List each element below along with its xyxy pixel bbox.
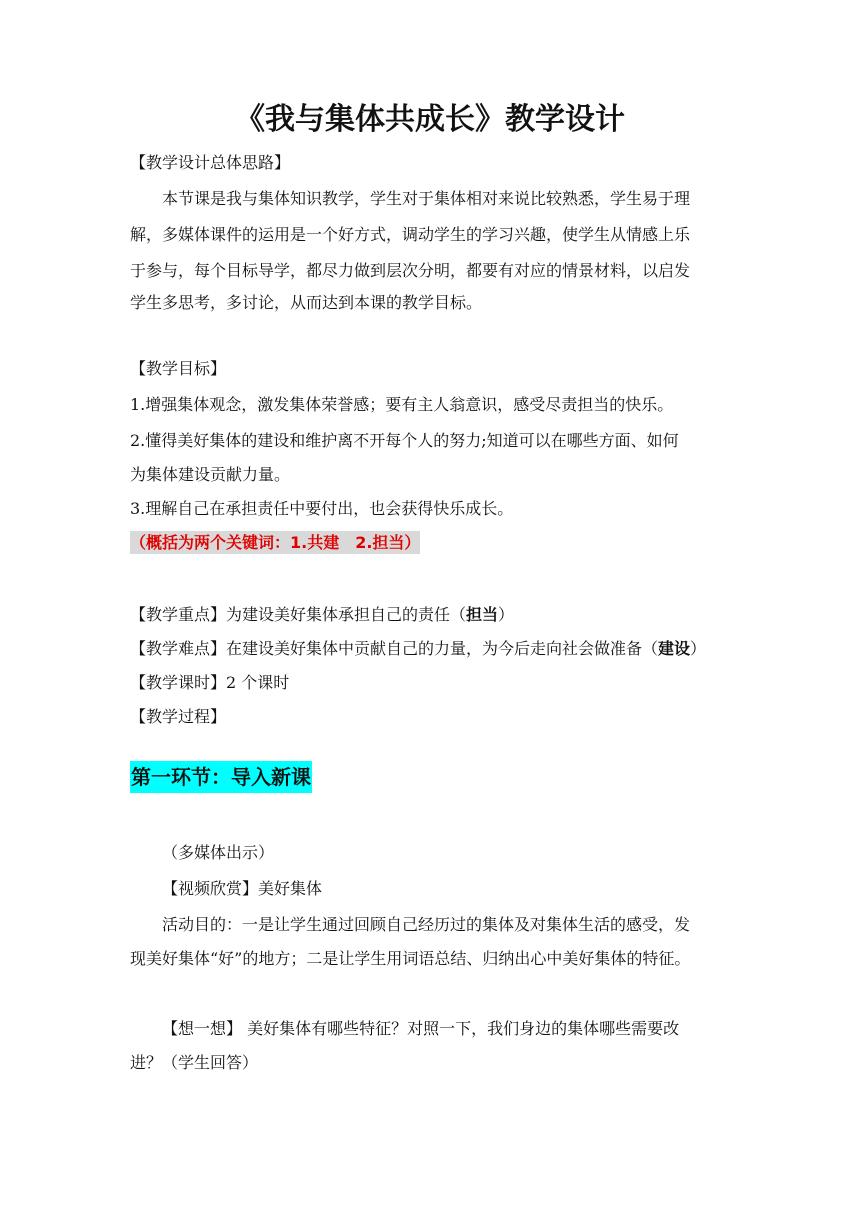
think-label: 【想一想】	[162, 1019, 243, 1038]
difficulty-row	[130, 632, 730, 666]
video-text: 美好集体	[258, 879, 323, 898]
key-point-label: 【教学重点】	[130, 605, 227, 624]
overall-heading: 【教学设计总体思路】	[130, 153, 291, 172]
hours-text: 2 个课时	[226, 673, 290, 692]
goals-heading: 【教学目标】	[130, 359, 227, 378]
hours-row	[130, 666, 730, 700]
document-title: 《我与集体共成长》教学设计	[235, 102, 625, 137]
difficulty-close: ）	[690, 639, 707, 658]
difficulty-text: 在建设美好集体中贡献自己的力量，为今后走向社会做准备（	[226, 639, 659, 658]
key-point-row	[130, 598, 730, 632]
video-row	[162, 872, 762, 906]
video-label: 【视频欣赏】	[162, 879, 259, 898]
overall-paragraph-line: 本节课是我与集体知识教学，学生对于集体相对来说比较熟悉，学生易于理	[162, 189, 691, 208]
hours-label: 【教学课时】	[130, 673, 227, 692]
overall-paragraph-line: 学生多思考，多讨论，从而达到本课的教学目标。	[130, 293, 483, 312]
key-point-keyword: 担当	[466, 605, 499, 624]
purpose-line: 活动目的：一是让学生通过回顾自己经历过的集体及对集体生活的感受，发	[162, 915, 691, 934]
keywords-note: （概括为两个关键词：1.共建 2.担当）	[130, 533, 421, 552]
keywords-note-row	[130, 526, 730, 560]
goal-item: 2.懂得美好集体的建设和维护离不开每个人的努力;知道可以在哪些方面、如何	[130, 431, 679, 450]
think-text: 美好集体有哪些特征？对照一下，我们身边的集体哪些需要改	[242, 1019, 680, 1038]
process-heading: 【教学过程】	[130, 707, 227, 726]
goal-item: 1.增强集体观念，激发集体荣誉感；要有主人翁意识，感受尽责担当的快乐。	[130, 395, 674, 414]
goal-item-continued: 为集体建设贡献力量。	[130, 465, 291, 484]
difficulty-keyword: 建设	[658, 639, 691, 658]
overall-paragraph-line: 解，多媒体课件的运用是一个好方式，调动学生的学习兴趣，使学生从情感上乐	[130, 225, 691, 244]
overall-paragraph-line: 于参与，每个目标导学，都尽力做到层次分明，都要有对应的情景材料，以启发	[130, 261, 691, 280]
media-note: （多媒体出示）	[162, 843, 275, 862]
goal-item: 3.理解自己在承担责任中要付出，也会获得快乐成长。	[130, 499, 514, 518]
section1-heading-row	[130, 762, 730, 796]
section1-heading: 第一环节：导入新课	[130, 761, 312, 793]
purpose-line: 现美好集体“好”的地方；二是让学生用词语总结、归纳出心中美好集体的特征。	[130, 949, 691, 968]
difficulty-label: 【教学难点】	[130, 639, 227, 658]
think-row	[162, 1012, 762, 1046]
think-continued: 进？（学生回答）	[130, 1053, 259, 1072]
key-point-close: ）	[498, 605, 515, 624]
key-point-text: 为建设美好集体承担自己的责任（	[226, 605, 467, 624]
